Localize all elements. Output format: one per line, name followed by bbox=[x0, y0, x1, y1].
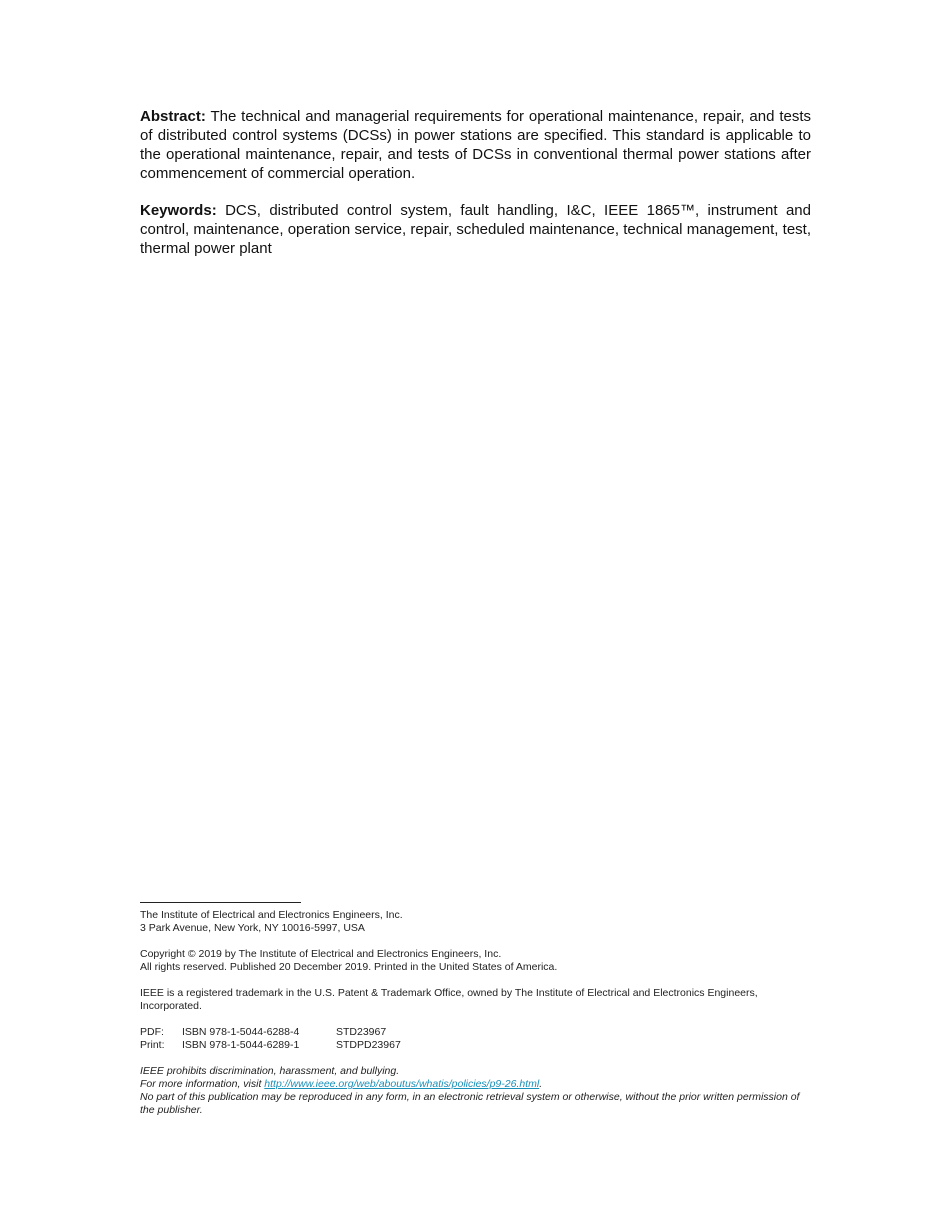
policy-suffix: . bbox=[539, 1078, 543, 1090]
policy-prefix: For more information, visit bbox=[140, 1078, 265, 1090]
abstract-label: Abstract: bbox=[140, 108, 206, 125]
isbn-number: ISBN 978-1-5044-6289-1 bbox=[182, 1039, 300, 1051]
isbn-row-print bbox=[140, 1039, 811, 1052]
isbn-table bbox=[140, 1026, 811, 1052]
keywords-label: Keywords: bbox=[140, 202, 217, 219]
copyright-block bbox=[140, 948, 811, 974]
policy-more-info bbox=[140, 1078, 811, 1091]
keywords-paragraph bbox=[140, 201, 811, 258]
policy-notice bbox=[140, 1065, 811, 1117]
abstract-paragraph bbox=[140, 107, 811, 183]
abstract-section bbox=[140, 107, 811, 258]
isbn-format: Print: bbox=[140, 1039, 165, 1051]
publisher-block bbox=[140, 909, 811, 935]
publication-footer bbox=[140, 902, 811, 1130]
isbn-number: ISBN 978-1-5044-6288-4 bbox=[182, 1026, 300, 1038]
reproduction-notice: No part of this publication may be reproduced in any form, in an electronic retrieval system or otherwise, without the prior written permission of the publisher. bbox=[140, 1091, 800, 1116]
policy-link[interactable]: http://www.ieee.org/web/aboutus/whatis/policies/p9-26.html bbox=[264, 1078, 540, 1090]
abstract-text: The technical and managerial requirements for operational maintenance, repair, and tests of distributed control systems (DCSs) in power stations are specified. This standard is applicable to the operational maintenance, repair, and tests of DCSs in conventional thermal power stations after commencement of commercial operation. bbox=[140, 108, 811, 182]
trademark-notice: IEEE is a registered trademark in the U.S. Patent & Trademark Office, owned by The Institute of Electrical and Electronics Engineers, Incorporated. bbox=[140, 987, 758, 1012]
keywords-text: DCS, distributed control system, fault handling, I&C, IEEE 1865™, instrument and control, maintenance, operation service, repair, scheduled maintenance, technical management, test, thermal power plant bbox=[140, 202, 811, 257]
rights-line: All rights reserved. Published 20 December 2019. Printed in the United States of America. bbox=[140, 961, 558, 973]
isbn-format: PDF: bbox=[140, 1026, 164, 1038]
publisher-address: 3 Park Avenue, New York, NY 10016-5997, USA bbox=[140, 922, 365, 934]
isbn-code: STD23967 bbox=[336, 1026, 387, 1038]
policy-statement: IEEE prohibits discrimination, harassment, and bullying. bbox=[140, 1065, 400, 1077]
isbn-code: STDPD23967 bbox=[336, 1039, 401, 1051]
publisher-name: The Institute of Electrical and Electronics Engineers, Inc. bbox=[140, 909, 403, 921]
copyright-line: Copyright © 2019 by The Institute of Electrical and Electronics Engineers, Inc. bbox=[140, 948, 502, 960]
isbn-row-pdf bbox=[140, 1026, 811, 1039]
footer-divider bbox=[140, 902, 301, 903]
